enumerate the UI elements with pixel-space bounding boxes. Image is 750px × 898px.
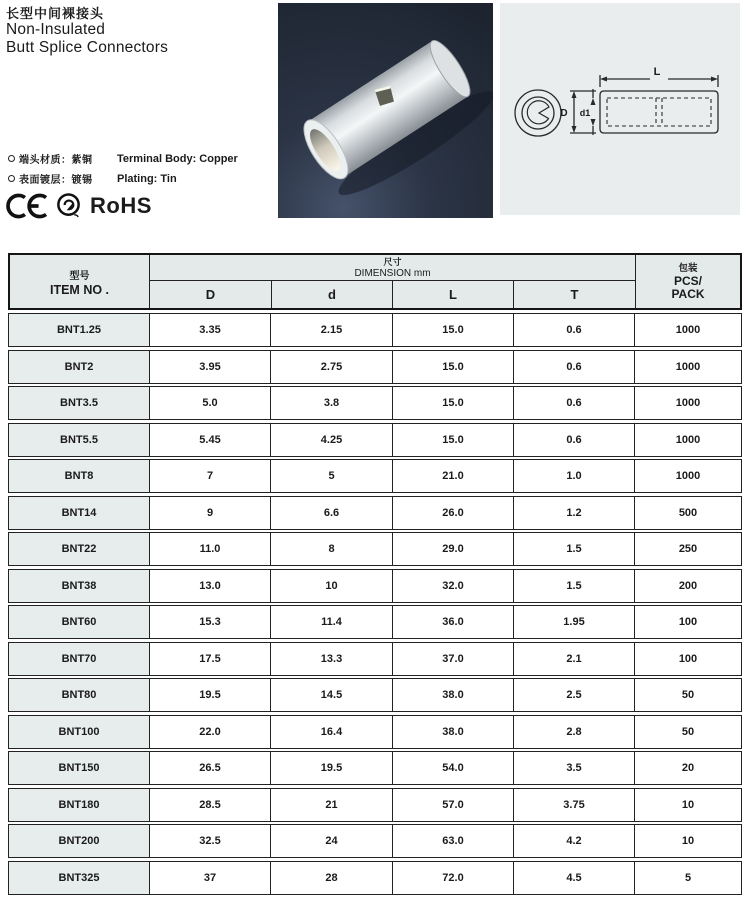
item-no-cell: BNT180 [9,789,149,821]
dim-D-cell: 3.95 [149,351,270,383]
dim-L-cell: 29.0 [392,533,513,565]
dim-T-cell: 0.6 [513,314,634,346]
dimension-header-group [150,255,635,308]
dim-L-cell: 38.0 [392,679,513,711]
bullet-icon [8,175,15,182]
dim-label-d1: d1 [579,108,591,118]
dim-d-cell: 24 [270,825,392,857]
material-specs [8,151,273,191]
pack-cell: 200 [634,570,741,602]
pack-cell: 10 [634,825,741,857]
item-no-cell: BNT5.5 [9,424,149,456]
dim-L-cell: 37.0 [392,643,513,675]
dim-T-cell: 1.95 [513,606,634,638]
pack-cell: 50 [634,679,741,711]
dim-T-cell: 1.2 [513,497,634,529]
dim-d-cell: 19.5 [270,752,392,784]
table-row [8,861,742,895]
table-row [8,751,742,785]
dim-d-cell: 14.5 [270,679,392,711]
dim-L-cell: 15.0 [392,351,513,383]
pack-cell: 1000 [634,351,741,383]
col-header-L: L [392,281,513,308]
dim-L-cell: 54.0 [392,752,513,784]
table-row [8,313,742,347]
table-row [8,532,742,566]
dim-L-cell: 63.0 [392,825,513,857]
item-no-cell: BNT325 [9,862,149,894]
pack-cell: 250 [634,533,741,565]
dim-d-cell: 13.3 [270,643,392,675]
spec-plating [8,171,273,186]
dim-d-cell: 2.15 [270,314,392,346]
table-row [8,824,742,858]
dim-D-cell: 28.5 [149,789,270,821]
dim-T-cell: 0.6 [513,424,634,456]
dim-label-L: L [653,66,661,78]
table-row [8,715,742,749]
pack-header-en1: PCS/ [673,274,702,288]
dim-D-cell: 19.5 [149,679,270,711]
item-no-cell: BNT22 [9,533,149,565]
dim-d-cell: 16.4 [270,716,392,748]
dim-L-cell: 36.0 [392,606,513,638]
dim-d-cell: 11.4 [270,606,392,638]
pack-cell: 100 [634,606,741,638]
dimension-header-cn: 尺寸 [383,256,402,267]
item-no-cell: BNT3.5 [9,387,149,419]
table-row [8,605,742,639]
spec-en-label: Terminal Body: Copper [117,152,238,165]
dim-L-cell: 38.0 [392,716,513,748]
dim-D-cell: 37 [149,862,270,894]
table-row [8,678,742,712]
pack-cell: 1000 [634,460,741,492]
dim-D-cell: 15.3 [149,606,270,638]
dim-L-cell: 32.0 [392,570,513,602]
spec-en-label: Plating: Tin [117,172,177,185]
pack-cell: 1000 [634,424,741,456]
dim-T-cell: 3.5 [513,752,634,784]
dim-d-cell: 28 [270,862,392,894]
item-no-cell: BNT100 [9,716,149,748]
table-row [8,496,742,530]
dim-d-cell: 8 [270,533,392,565]
dim-T-cell: 4.2 [513,825,634,857]
dim-T-cell: 2.1 [513,643,634,675]
dim-D-cell: 9 [149,497,270,529]
dim-L-cell: 15.0 [392,424,513,456]
dim-T-cell: 1.0 [513,460,634,492]
rohs-label: RoHS [90,193,152,218]
item-no-cell: BNT200 [9,825,149,857]
dim-D-cell: 5.0 [149,387,270,419]
spec-terminal-body [8,151,273,166]
page-title-en-line1: Non-Insulated [6,21,106,38]
item-no-header [10,255,150,308]
item-no-header-en: ITEM NO . [49,282,110,297]
quality-cert-icon [55,192,82,221]
product-photo [278,3,493,218]
dim-T-cell: 0.6 [513,351,634,383]
table-row [8,569,742,603]
dimension-subheaders [150,281,635,308]
item-no-cell: BNT80 [9,679,149,711]
page-title-en-line2: Butt Splice Connectors [6,39,169,56]
dim-T-cell: 0.6 [513,387,634,419]
butt-splice-connector-image [278,3,493,218]
dim-d-cell: 2.75 [270,351,392,383]
table-row [8,459,742,493]
pack-cell: 1000 [634,314,741,346]
dim-D-cell: 32.5 [149,825,270,857]
table-body [8,313,742,897]
dim-L-cell: 21.0 [392,460,513,492]
pack-header-cn: 包装 [678,263,698,274]
pack-cell: 20 [634,752,741,784]
dim-D-cell: 7 [149,460,270,492]
dim-L-cell: 15.0 [392,314,513,346]
dim-d-cell: 10 [270,570,392,602]
table-row [8,788,742,822]
item-no-cell: BNT1.25 [9,314,149,346]
item-no-cell: BNT70 [9,643,149,675]
dim-T-cell: 1.5 [513,533,634,565]
dimension-header-en: DIMENSION mm [354,267,431,279]
pack-header-en2: PACK [671,287,705,301]
pack-cell: 10 [634,789,741,821]
certification-marks [6,191,152,221]
pack-cell: 500 [634,497,741,529]
col-header-D: D [205,287,216,302]
dim-L-cell: 72.0 [392,862,513,894]
dim-d-cell: 5 [270,460,392,492]
pack-cell: 1000 [634,387,741,419]
dim-d-cell: 4.25 [270,424,392,456]
dimension-drawing [500,3,740,215]
dimension-diagram [500,3,740,215]
dim-d-cell: 3.8 [270,387,392,419]
dim-D-cell: 3.35 [149,314,270,346]
dim-T-cell: 2.8 [513,716,634,748]
dim-label-D: D [560,108,568,119]
dim-T-cell: 2.5 [513,679,634,711]
dim-L-cell: 15.0 [392,387,513,419]
dim-D-cell: 13.0 [149,570,270,602]
dim-d-cell: 6.6 [270,497,392,529]
pack-cell: 5 [634,862,741,894]
item-no-cell: BNT38 [9,570,149,602]
page-title-cn: 长型中间裸接头 [6,6,105,21]
dim-T-cell: 3.75 [513,789,634,821]
dim-D-cell: 5.45 [149,424,270,456]
bullet-icon [8,155,15,162]
ce-mark-icon [6,191,50,221]
item-no-cell: BNT60 [9,606,149,638]
table-row [8,386,742,420]
spec-cn-label: 表面镀层：镀锡 [19,175,93,186]
dim-d-cell: 21 [270,789,392,821]
item-no-cell: BNT14 [9,497,149,529]
table-row [8,350,742,384]
dimension-header [150,255,635,281]
dim-T-cell: 4.5 [513,862,634,894]
table-row [8,423,742,457]
spec-cn-label: 端头材质：紫铜 [19,155,93,166]
dim-T-cell: 1.5 [513,570,634,602]
item-no-cell: BNT2 [9,351,149,383]
item-no-cell: BNT8 [9,460,149,492]
item-no-header-cn: 型号 [69,270,90,282]
pack-cell: 100 [634,643,741,675]
dim-D-cell: 26.5 [149,752,270,784]
dim-D-cell: 17.5 [149,643,270,675]
pack-header [635,255,740,308]
table-row [8,642,742,676]
pack-cell: 50 [634,716,741,748]
table-header [8,253,742,310]
col-header-d: d [271,281,392,308]
title-block [6,6,271,57]
dim-D-cell: 22.0 [149,716,270,748]
item-no-cell: BNT150 [9,752,149,784]
dim-L-cell: 57.0 [392,789,513,821]
dim-D-cell: 11.0 [149,533,270,565]
dim-L-cell: 26.0 [392,497,513,529]
col-header-T: T [513,281,635,308]
